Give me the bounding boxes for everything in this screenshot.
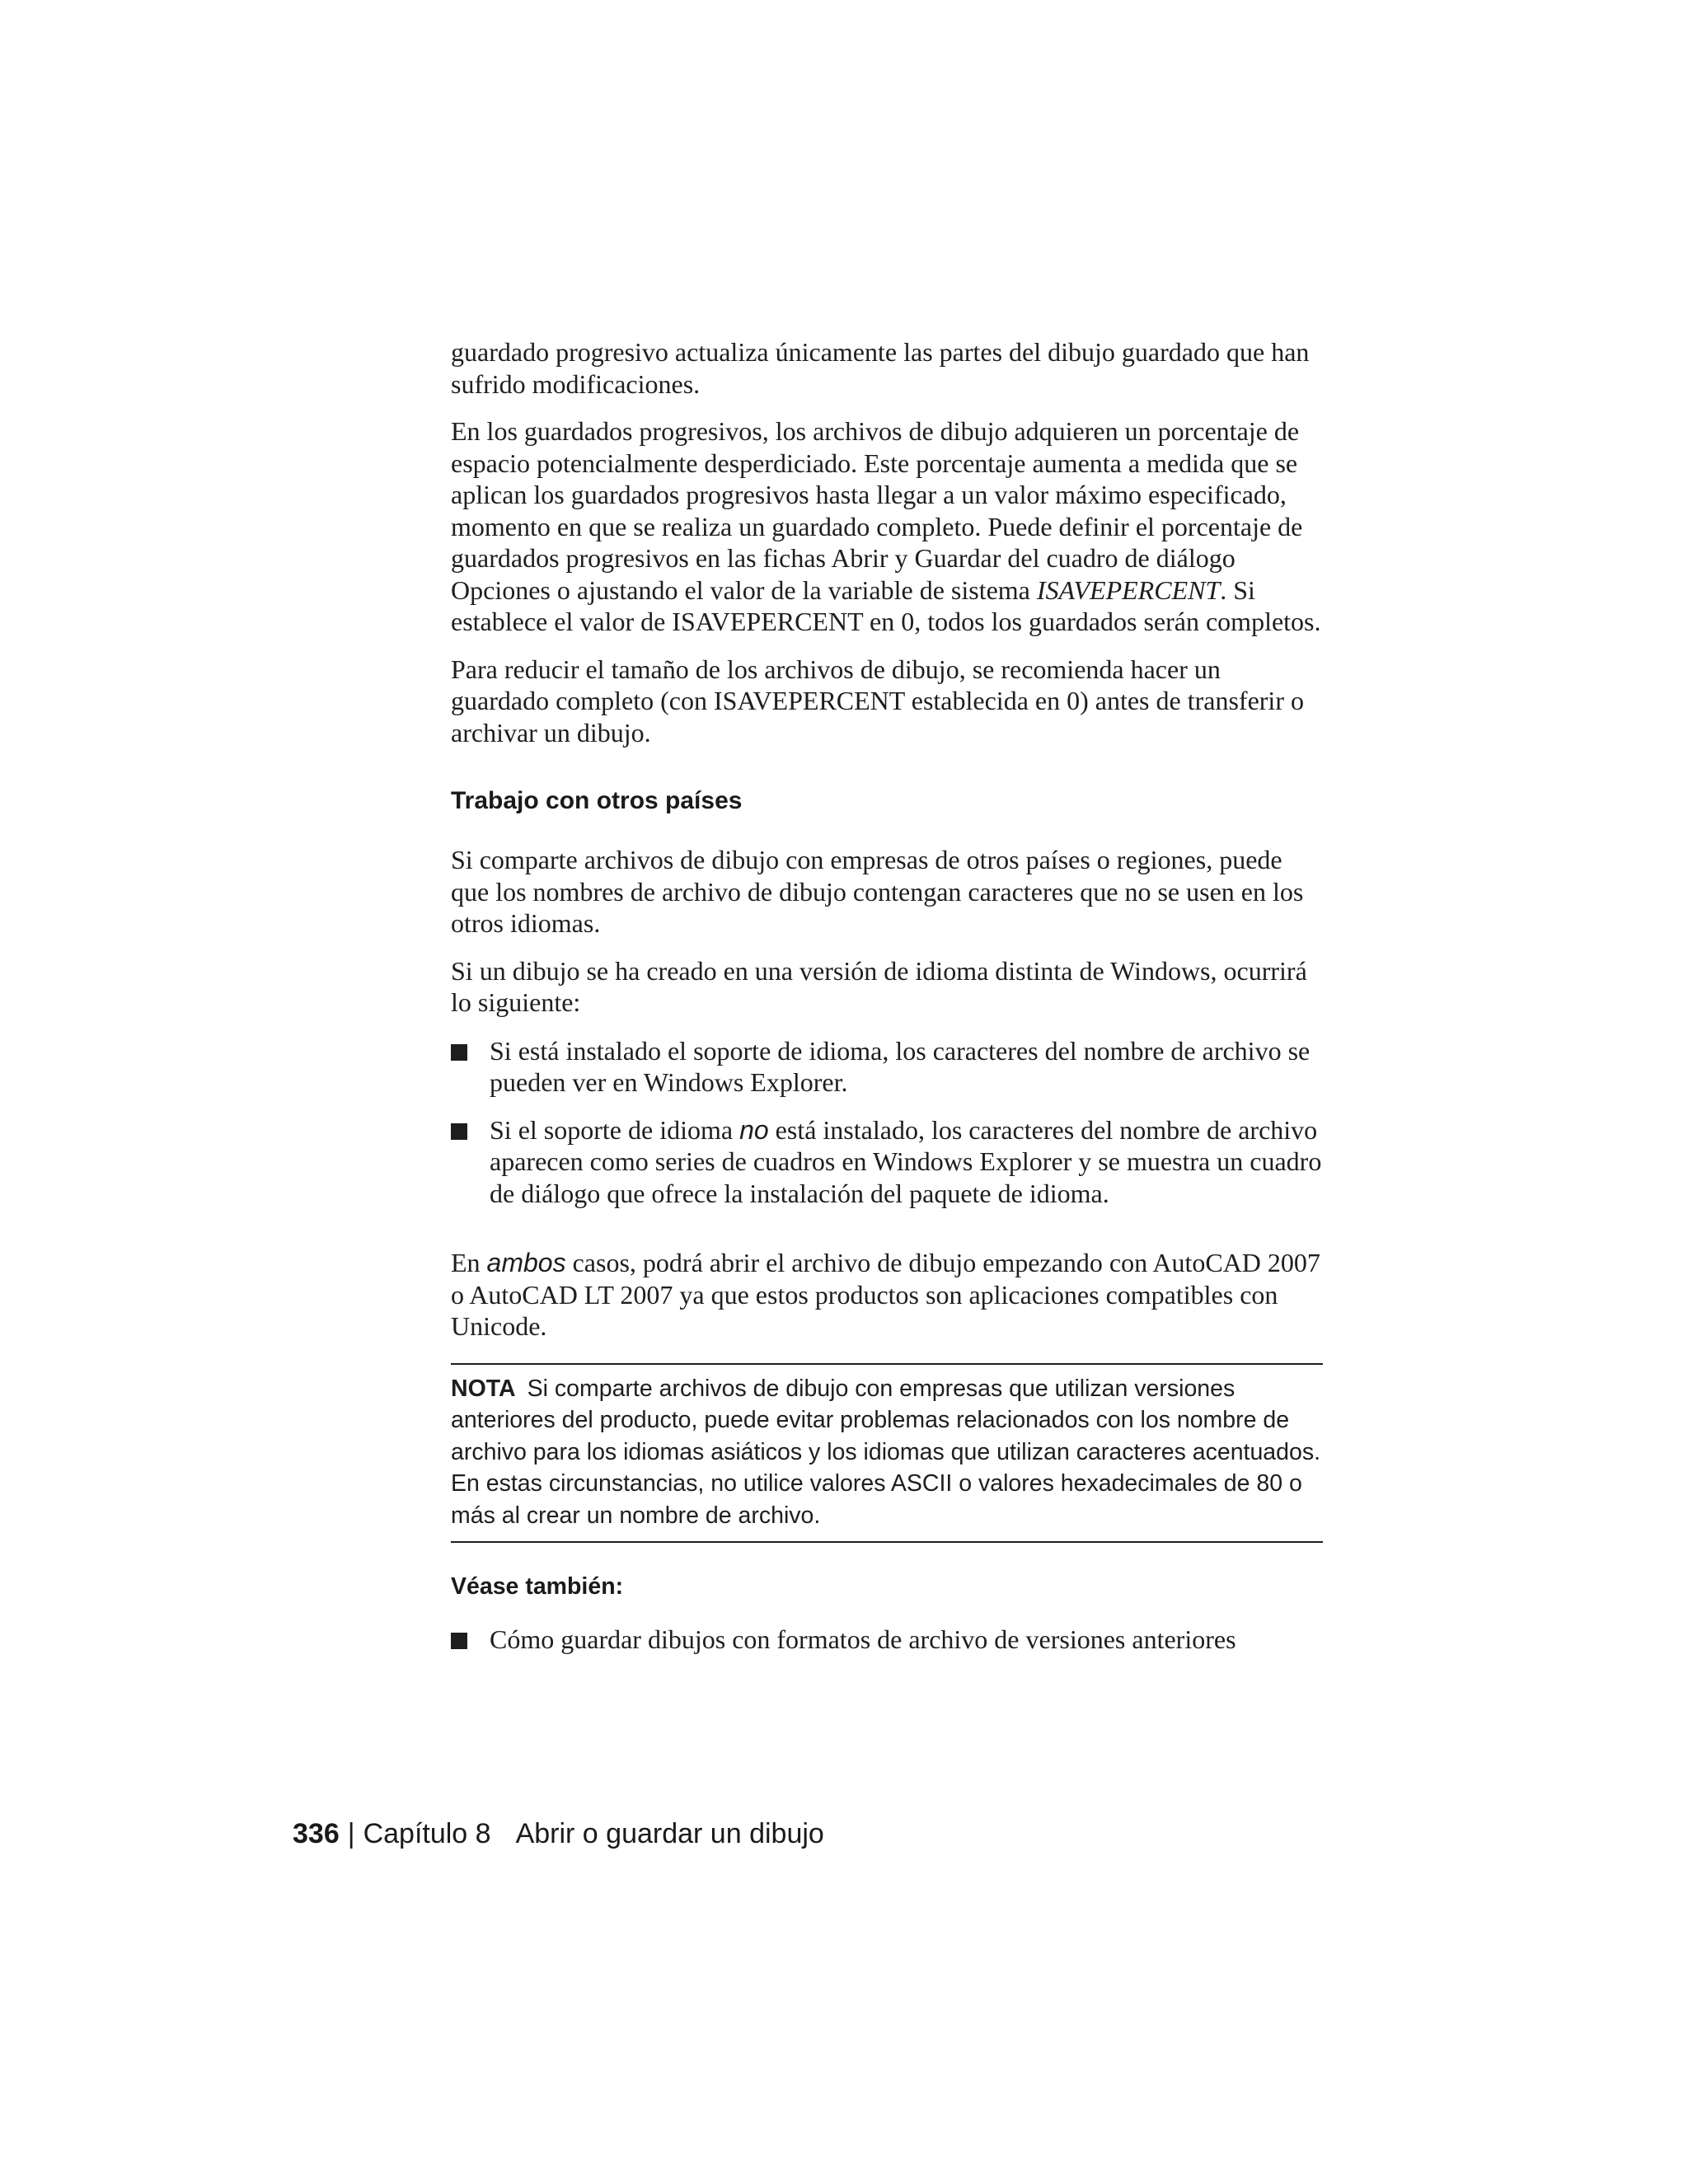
see-also-list [451, 1624, 1323, 1656]
paragraph-reduce-size: Para reducir el tamaño de los archivos de dibujo, se recomienda hacer un guardado completo (con ISAVEPERCENT establecida en 0) antes de transferir o archivar un dibujo. [451, 654, 1304, 748]
paragraph-incremental-save-percentage [451, 415, 1323, 638]
note-box [451, 1363, 1323, 1544]
bullet-list [451, 1035, 1323, 1210]
paragraph-text: En [451, 1248, 487, 1277]
square-bullet-icon [451, 1633, 467, 1649]
see-also-link[interactable] [451, 1624, 1323, 1656]
chapter-label: Capítulo 8 [363, 1818, 491, 1849]
emphasis-text: no [739, 1114, 769, 1145]
paragraph-both-cases [451, 1247, 1323, 1343]
emphasis-text: ambos [486, 1248, 566, 1277]
paragraph-other-countries: Si comparte archivos de dibujo con empresas de otros países o regiones, puede que los nombres de archivo de dibujo contengan caracteres que no se usen en los otros idiomas. [451, 845, 1304, 938]
note-label: NOTA [451, 1375, 516, 1402]
page-number: 336 [293, 1818, 340, 1849]
square-bullet-icon [451, 1123, 467, 1140]
paragraph-text: En los guardados progresivos, los archivos de dibujo adquieren un porcentaje de espacio potencialmente desperdiciado. Este porcentaje aumenta a medida que se aplican los guardados progresivos hasta llegar a un valor máximo especificado, momento en que se realiza un guardado completo. Puede definir el porcentaje de guardados progresivos en las fichas Abrir y Guardar del cuadro de diálogo Opciones o ajustando el valor de la variable de sistema [451, 416, 1303, 605]
paragraph-text: . Si establece el valor de ISAVEPERCENT en 0, todos los guardados serán completos. [451, 574, 1321, 636]
paragraph-language-version: Si un dibujo se ha creado en una versión de idioma distinta de Windows, ocurrirá lo siguiente: [451, 955, 1307, 1017]
list-item-text: Si está instalado el soporte de idioma, los caracteres del nombre de archivo se pueden ver en Windows Explorer. [490, 1035, 1311, 1097]
footer-separator: | [347, 1818, 355, 1849]
see-also-heading: Véase también: [451, 1573, 624, 1600]
section-heading: Trabajo con otros países [451, 787, 743, 814]
paragraph-incremental-save-intro: guardado progresivo actualiza únicamente las partes del dibujo guardado que han sufrido modificaciones. [451, 337, 1310, 399]
list-item-text: Si el soporte de idioma [490, 1114, 740, 1145]
system-variable-name: ISAVEPERCENT [1036, 574, 1221, 605]
chapter-title: Abrir o guardar un dibujo [515, 1818, 824, 1849]
paragraph-text: casos, podrá abrir el archivo de dibujo empezando con AutoCAD 2007 o AutoCAD LT 2007 ya que estos productos son aplicaciones compatibles con Unicode. [451, 1248, 1320, 1341]
see-also-link-text[interactable]: Cómo guardar dibujos con formatos de archivo de versiones anteriores [490, 1624, 1236, 1654]
page-content [451, 336, 1323, 1656]
list-item-text: está instalado, los caracteres del nombre de archivo aparecen como series de cuadros en Windows Explorer y se muestra un cuadro de diálogo que ofrece la instalación del paquete de idioma. [490, 1114, 1322, 1208]
square-bullet-icon [451, 1044, 467, 1061]
list-item [451, 1114, 1323, 1210]
page-footer [293, 1816, 824, 1851]
list-item [451, 1035, 1323, 1099]
note-text: Si comparte archivos de dibujo con empresas que utilizan versiones anteriores del producto, puede evitar problemas relacionados con los nombre de archivo para los idiomas asiáticos y los idiomas que utilizan caracteres acentuados. En estas circunstancias, no utilice valores ASCII o valores hexadecimales de 80 o más al crear un nombre de archivo. [451, 1375, 1321, 1529]
